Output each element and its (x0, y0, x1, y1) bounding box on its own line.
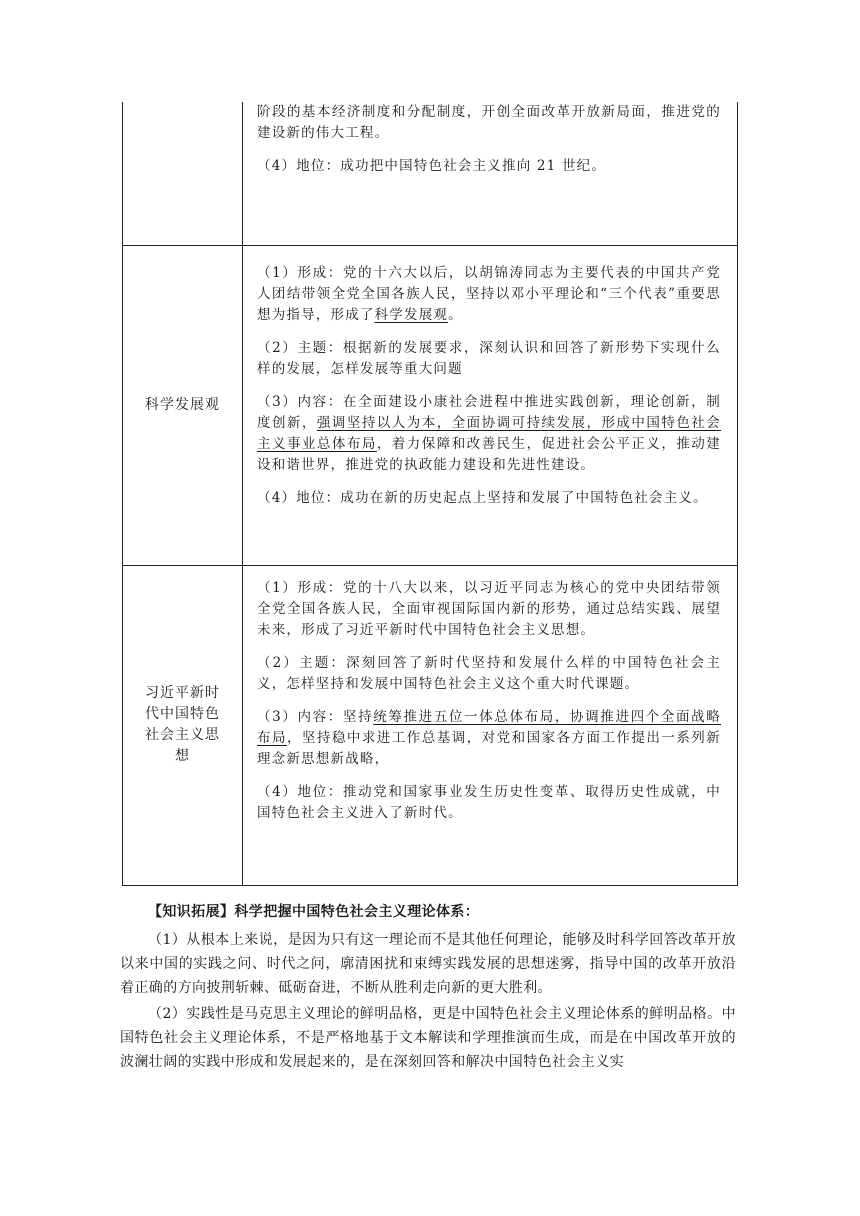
text-run: （1）形成：党的十六大以后，以胡锦涛同志为主要代表的中国共产党人团结带领全党全国各族人民，坚持以邓小平理论和“三个代表”重要思想为指导，形成了 (257, 264, 721, 323)
theory-table (122, 102, 738, 886)
row-label-cell (123, 565, 243, 885)
row-content-cell (243, 565, 738, 885)
row-paragraph (257, 782, 721, 824)
text-run: ，坚持稳中求进工作总基调，对党和国家各方面工作提出一系列新理念新思想新战略， (257, 729, 721, 767)
text-run: （1）形成：党的十八大以来，以习近平同志为核心的党中央团结带领全党全国各族人民，全面审视国际国内新的形势，通过总结实践、展望未来，形成了习近平新时代中国特色社会主义思想。 (257, 579, 721, 638)
row-paragraph (257, 392, 721, 476)
underlined-text: 统筹推进五位一体总体布局，协调推进四个全面战略布局 (257, 708, 721, 746)
text-run: （4）地位：成功在新的历史起点上坚持和发展了中国特色社会主义。 (257, 489, 708, 506)
underlined-text: 强调坚持以人为本，全面协调可持续发展，形成中国特色社会主义事业总体布局 (257, 414, 721, 452)
row-label: 科学发展观 (145, 396, 220, 413)
row-label-cell (123, 245, 243, 565)
row-paragraph (257, 578, 721, 641)
row-paragraph (257, 653, 721, 695)
text-run: 阶段的基本经济制度和分配制度，开创全面改革开放新局面，推进党的建设新的伟大工程。 (257, 104, 721, 141)
table-row (123, 565, 738, 885)
row-paragraph (257, 338, 721, 380)
text-run: （3）内容：在全面建设小康社会进程中推进实践创新，理论创新，制度创新， (257, 393, 721, 431)
text-run: （3）内容：坚持 (257, 708, 374, 725)
knowledge-extension (120, 900, 736, 1074)
row-paragraph (257, 263, 721, 326)
table-row (123, 102, 738, 245)
extension-title: 【知识拓展】科学把握中国特色社会主义理论体系： (148, 904, 480, 920)
row-label-cell (123, 102, 243, 245)
row-content-cell (243, 245, 738, 565)
text-run: （4）地位：成功把中国特色社会主义推向 21 世纪。 (257, 158, 607, 174)
text-run: （2）主题：深刻回答了新时代坚持和发展什么样的中国特色社会主义，怎样坚持和发展中国特色社会主义这个重大时代课题。 (257, 654, 721, 692)
row-paragraph (257, 707, 721, 770)
row-label: 习近平新时代中国特色社会主义思想 (145, 685, 220, 764)
row-content-cell (243, 102, 738, 245)
row-paragraph (257, 488, 721, 509)
underlined-text: 科学发展观 (374, 306, 449, 323)
text-run: ，着力保障和改善民生，促进社会公平正义，推动建设和谐世界，推进党的执政能力建设和先进性建设。 (257, 435, 721, 473)
text-run: （4）地位：推动党和国家事业发生历史性变革、取得历史性成就，中国特色社会主义进入了新时代。 (257, 783, 721, 821)
extension-paragraph-2: （2）实践性是马克思主义理论的鲜明品格，更是中国特色社会主义理论体系的鲜明品格。中国特色社会主义理论体系，不是严格地基于文本解读和学理推演而生成，而是在中国改革开放的波澜壮阔的实践中形成和发展起来的，是在深刻回答和解决中国特色社会主义实 (120, 1006, 736, 1070)
table-row (123, 245, 738, 565)
text-run: （2）主题：根据新的发展要求，深刻认识和回答了新形势下实现什么样的发展，怎样发展等重大问题 (257, 339, 721, 377)
row-paragraph (257, 156, 721, 177)
extension-paragraph-1: （1）从根本上来说，是因为只有这一理论而不是其他任何理论，能够及时科学回答改革开放以来中国的实践之问、时代之问，廓清困扰和束缚实践发展的思想迷雾，指导中国的改革开放沿着正确的方向披荆斩棘、砥砺奋进，不断从胜利走向新的更大胜利。 (120, 932, 736, 996)
text-run: 。 (448, 306, 463, 323)
row-paragraph (257, 102, 721, 144)
